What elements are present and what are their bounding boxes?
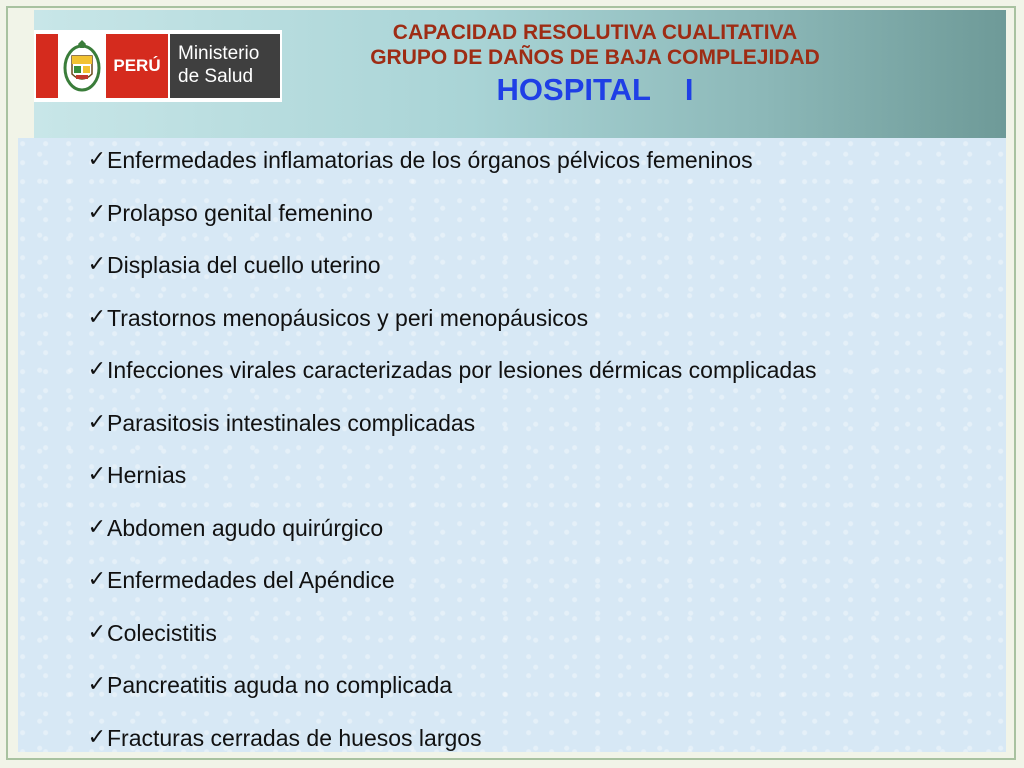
check-mark-icon: ✓: [87, 199, 106, 225]
ministry-line-2: de Salud: [178, 66, 254, 87]
list-item-text: Trastornos menopáusicos y peri menopáusicos: [107, 304, 589, 331]
list-item-text: Enfermedades inflamatorias de los órganos pélvicos femeninos: [107, 147, 753, 173]
list-item-text: Hernias: [107, 462, 187, 488]
list-item: [66, 352, 817, 405]
slide-title: [282, 20, 908, 110]
list-item-text: Infecciones virales caracterizadas por lesiones dérmicas complicadas: [107, 357, 817, 383]
list-item: [66, 405, 817, 458]
list-item-text: Fracturas cerradas de huesos largos: [107, 724, 482, 751]
check-mark-icon: ✓: [87, 462, 106, 487]
title-hospital-level: HOSPITAL I: [496, 72, 694, 107]
title-line-1: CAPACIDAD RESOLUTIVA CUALITATIVA: [392, 21, 798, 44]
list-item-text: Prolapso genital femenino: [107, 199, 373, 226]
list-item: [66, 615, 817, 668]
check-mark-icon: ✓: [87, 147, 106, 172]
check-mark-icon: ✓: [87, 409, 106, 435]
check-mark-icon: ✓: [87, 567, 106, 592]
list-item-text: Displasia del cuello uterino: [107, 252, 381, 278]
check-mark-icon: ✓: [87, 672, 106, 697]
list-item: [66, 247, 817, 300]
list-item: [66, 142, 817, 195]
list-item-text: Colecistitis: [107, 619, 217, 646]
peru-label: PERÚ: [106, 34, 168, 98]
list-item-text: Parasitosis intestinales complicadas: [107, 409, 476, 436]
list-item: [66, 510, 817, 563]
check-mark-icon: ✓: [87, 619, 106, 645]
list-item-text: Pancreatitis aguda no complicada: [107, 672, 453, 698]
title-line-2: GRUPO DE DAÑOS DE BAJA COMPLEJIDAD: [370, 46, 820, 69]
list-item-text: Abdomen agudo quirúrgico: [107, 514, 384, 541]
list-item: [66, 720, 817, 768]
ministry-label: [170, 34, 280, 98]
check-mark-icon: ✓: [87, 252, 106, 277]
ministry-line-1: Ministerio: [178, 43, 260, 64]
flag-stripe: [36, 34, 58, 98]
list-item: [66, 195, 817, 248]
list-item-text: Enfermedades del Apéndice: [107, 567, 395, 593]
check-mark-icon: ✓: [87, 514, 106, 540]
disease-list: [66, 142, 817, 768]
check-mark-icon: ✓: [87, 304, 106, 330]
coat-of-arms-icon: [62, 38, 102, 94]
list-item: [66, 457, 817, 510]
list-item: [66, 667, 817, 720]
minsa-logo: [34, 30, 282, 102]
check-mark-icon: ✓: [87, 357, 106, 382]
check-mark-icon: ✓: [87, 724, 106, 750]
list-item: [66, 300, 817, 353]
list-item: [66, 562, 817, 615]
